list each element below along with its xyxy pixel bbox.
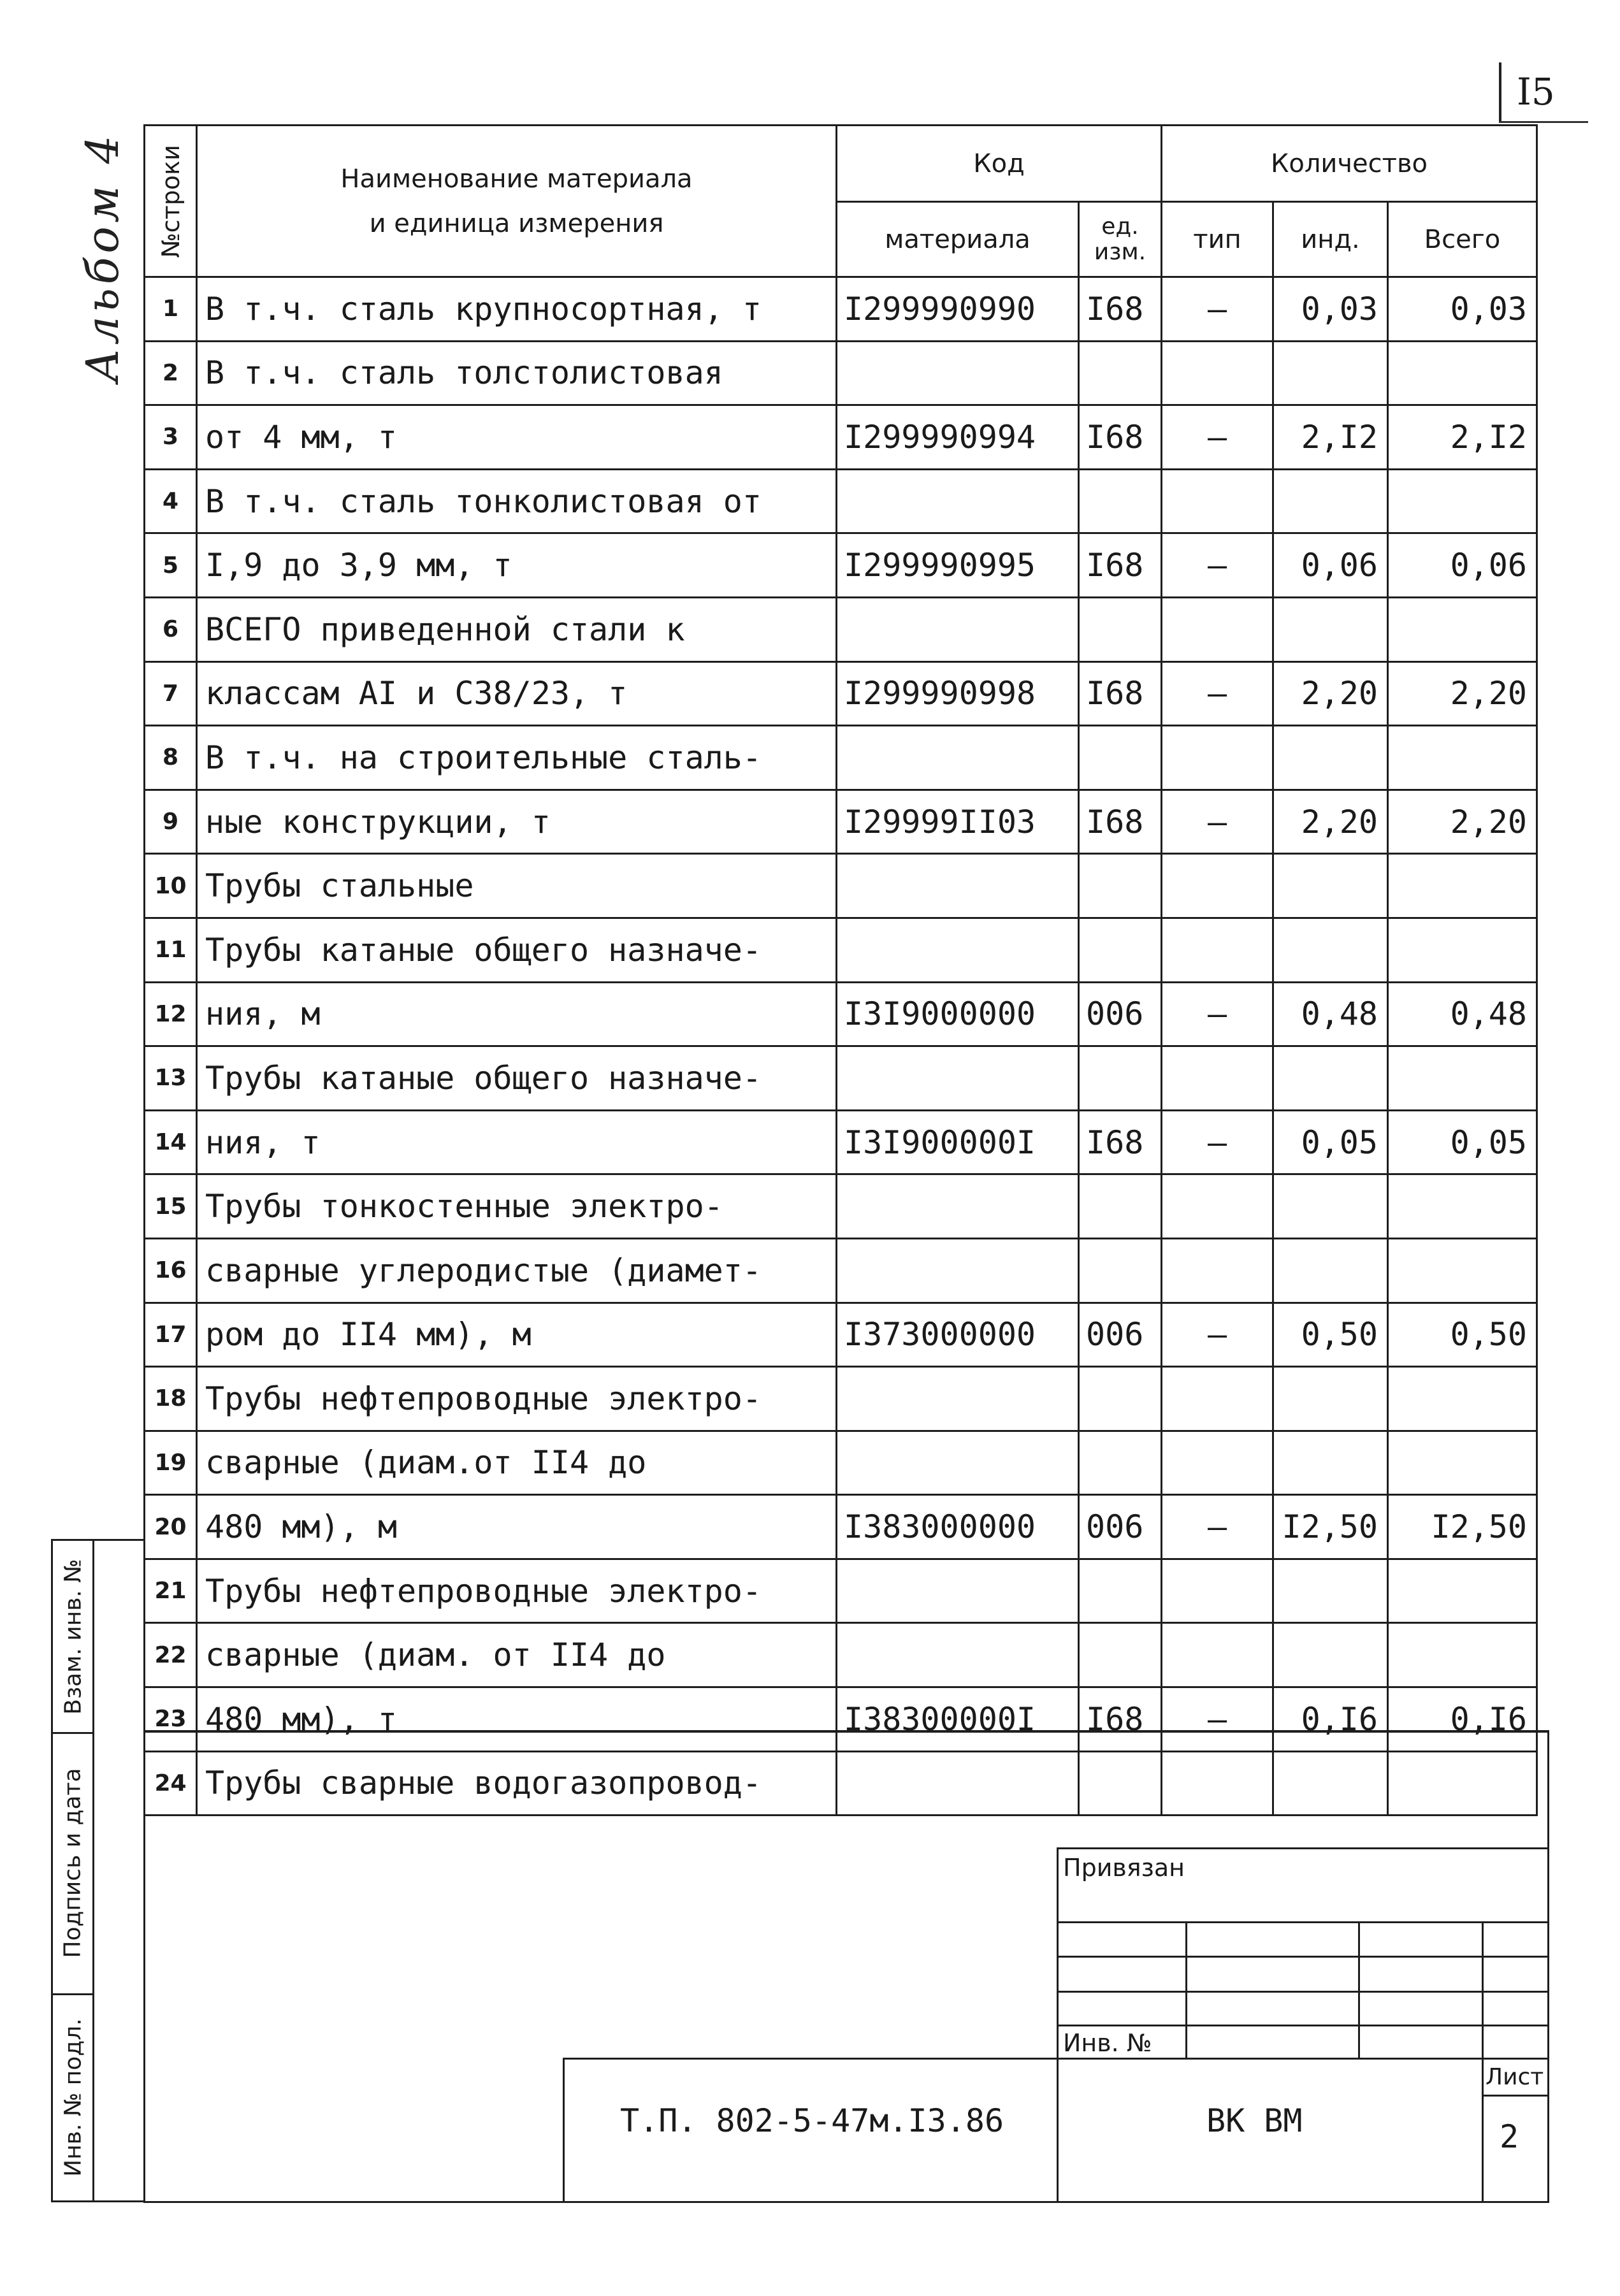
material-code-cell [837,726,1079,790]
material-name-cell: ВСЕГО приведенной стали к [197,597,837,661]
quantity-individual-cell: 2,20 [1273,661,1388,726]
table-row [145,982,1537,1046]
quantity-type-cell: – [1162,982,1273,1046]
quantity-total-cell [1388,1431,1537,1495]
quantity-total-cell: 0,48 [1388,982,1537,1046]
quantity-total-cell: 2,20 [1388,790,1537,854]
table-row [145,1238,1537,1303]
material-name-cell: ром до II4 мм), м [197,1303,837,1367]
quantity-individual-cell [1273,1623,1388,1687]
materials-table [143,124,1538,1816]
header-code-unit: ед. изм. [1079,202,1162,277]
table-row [145,1623,1537,1687]
material-code-cell: I299990998 [837,661,1079,726]
quantity-total-cell [1388,1174,1537,1239]
material-name-cell: сварные углеродистые (диамет- [197,1238,837,1303]
table-row [145,1303,1537,1367]
material-code-cell [837,341,1079,405]
unit-code-cell [1079,1623,1162,1687]
stamp-line [1057,1991,1547,1993]
stamp-line [563,2058,1547,2060]
row-number-cell: 21 [145,1559,197,1623]
material-name-cell: сварные (диам.от II4 до [197,1431,837,1495]
quantity-total-cell [1388,1559,1537,1623]
header-qty-type: тип [1162,202,1273,277]
row-number-cell: 2 [145,341,197,405]
page-number: I5 [1517,70,1555,113]
material-name-cell: Трубы сварные водогазопровод- [197,1751,837,1816]
quantity-total-cell [1388,726,1537,790]
quantity-total-cell: 0,I6 [1388,1687,1537,1752]
quantity-total-cell: 0,05 [1388,1110,1537,1174]
material-name-cell: В т.ч. сталь крупносортная, т [197,277,837,342]
unit-code-cell: I68 [1079,277,1162,342]
material-name-cell: Трубы нефтепроводные электро- [197,1559,837,1623]
material-name-cell: Трубы тонкостенные электро- [197,1174,837,1239]
quantity-type-cell: – [1162,533,1273,598]
header-quantity-group: Количество [1162,126,1537,202]
unit-code-cell: I68 [1079,790,1162,854]
quantity-total-cell [1388,918,1537,982]
quantity-individual-cell [1273,854,1388,918]
stamp-line [563,2058,565,2201]
row-number-cell: 19 [145,1431,197,1495]
quantity-type-cell: – [1162,1495,1273,1559]
unit-code-cell: 006 [1079,1495,1162,1559]
inv-no-label: Инв. № [1063,2029,1152,2057]
table-row [145,854,1537,918]
quantity-total-cell [1388,597,1537,661]
unit-code-cell [1079,341,1162,405]
material-code-cell: I3I9000000 [837,982,1079,1046]
quantity-individual-cell [1273,1431,1388,1495]
row-number-cell: 16 [145,1238,197,1303]
quantity-type-cell: – [1162,1110,1273,1174]
material-code-cell: I373000000 [837,1303,1079,1367]
quantity-individual-cell [1273,1174,1388,1239]
stamp-line [1057,1956,1547,1958]
material-code-cell: I299990994 [837,405,1079,470]
material-code-cell [837,1559,1079,1623]
inv-original-label: Инв. № подл. [60,2018,87,2177]
material-name-cell: Трубы катаные общего назначе- [197,1046,837,1111]
document-code: Т.П. 802-5-47м.I3.86 [620,2102,1004,2139]
material-name-cell: 480 мм), м [197,1495,837,1559]
table-row [145,1559,1537,1623]
material-code-cell: I299990990 [837,277,1079,342]
material-code-cell [837,469,1079,533]
material-code-cell: I38300000I [837,1687,1079,1752]
unit-code-cell [1079,1174,1162,1239]
quantity-type-cell [1162,597,1273,661]
row-number-cell: 11 [145,918,197,982]
stamp-line [1482,2058,1484,2201]
row-number-cell: 24 [145,1751,197,1816]
header-code-material: материала [837,202,1079,277]
material-code-cell [837,1367,1079,1431]
row-number-cell: 5 [145,533,197,598]
attached-label: Привязан [1063,1854,1185,1882]
material-code-cell [837,854,1079,918]
quantity-individual-cell [1273,341,1388,405]
row-number-cell: 15 [145,1174,197,1239]
header-row-number [145,126,197,277]
material-code-cell: I29999II03 [837,790,1079,854]
header-name [197,126,837,277]
header-qty-total: Всего [1388,202,1537,277]
unit-code-cell [1079,1238,1162,1303]
document-mark: ВК ВМ [1206,2102,1303,2139]
unit-code-cell [1079,726,1162,790]
table-row [145,1431,1537,1495]
quantity-total-cell [1388,469,1537,533]
table-row [145,790,1537,854]
row-number-cell: 23 [145,1687,197,1752]
table-row [145,1046,1537,1111]
quantity-type-cell [1162,1238,1273,1303]
page-number-divider [1499,62,1501,123]
unit-code-cell [1079,918,1162,982]
material-name-cell: В т.ч. сталь тонколистовая от [197,469,837,533]
material-name-cell: классам AI и С38/23, т [197,661,837,726]
material-name-cell: Трубы катаные общего назначе- [197,918,837,982]
material-name-cell: ния, т [197,1110,837,1174]
quantity-individual-cell [1273,1559,1388,1623]
row-number-cell: 4 [145,469,197,533]
stamp-line [1057,2025,1547,2026]
quantity-individual-cell [1273,726,1388,790]
quantity-total-cell: 2,I2 [1388,405,1537,470]
quantity-individual-cell: 2,I2 [1273,405,1388,470]
quantity-individual-cell: I2,50 [1273,1495,1388,1559]
quantity-total-cell [1388,854,1537,918]
row-number-cell: 22 [145,1623,197,1687]
quantity-type-cell: – [1162,1687,1273,1752]
quantity-individual-cell [1273,1046,1388,1111]
row-number-cell: 9 [145,790,197,854]
unit-code-cell: I68 [1079,1687,1162,1752]
quantity-total-cell [1388,1046,1537,1111]
row-number-cell: 20 [145,1495,197,1559]
row-number-cell: 14 [145,1110,197,1174]
header-name-line1: Наименование материала [340,164,693,194]
unit-code-cell: I68 [1079,661,1162,726]
table-row [145,1110,1537,1174]
quantity-individual-cell [1273,469,1388,533]
quantity-individual-cell: 0,03 [1273,277,1388,342]
quantity-type-cell [1162,1431,1273,1495]
quantity-individual-cell: 0,06 [1273,533,1388,598]
material-code-cell [837,918,1079,982]
stamp-line [1358,1921,1360,2058]
material-code-cell [837,1046,1079,1111]
quantity-type-cell [1162,1174,1273,1239]
row-number-cell: 1 [145,277,197,342]
quantity-type-cell [1162,469,1273,533]
material-name-cell: Трубы стальные [197,854,837,918]
quantity-total-cell: 0,06 [1388,533,1537,598]
quantity-type-cell [1162,1367,1273,1431]
quantity-total-cell [1388,1367,1537,1431]
unit-code-cell: I68 [1079,1110,1162,1174]
stamp-line [1185,1921,1187,2058]
material-name-cell: В т.ч. сталь толстолистовая [197,341,837,405]
quantity-type-cell: – [1162,790,1273,854]
quantity-total-cell: 0,03 [1388,277,1537,342]
quantity-total-cell [1388,1623,1537,1687]
header-qty-ind: инд. [1273,202,1388,277]
page-number-underline [1499,121,1588,123]
table-row [145,533,1537,598]
quantity-individual-cell: 0,50 [1273,1303,1388,1367]
quantity-type-cell: – [1162,277,1273,342]
material-name-cell: ния, м [197,982,837,1046]
unit-code-cell: I68 [1079,405,1162,470]
row-number-cell: 8 [145,726,197,790]
material-name-cell: I,9 до 3,9 мм, т [197,533,837,598]
table-body [145,277,1537,1816]
unit-code-cell [1079,1367,1162,1431]
approval-sidebar [51,1539,145,2202]
table-row [145,918,1537,982]
header-row-number-label: №строки [156,144,185,258]
table-row [145,469,1537,533]
album-handwritten-note: Альбом 4 [76,131,129,382]
quantity-individual-cell: 0,05 [1273,1110,1388,1174]
header-name-line2: и единица измерения [369,208,664,238]
unit-code-cell [1079,597,1162,661]
header-code-group: Код [837,126,1162,202]
material-name-cell: сварные (диам. от II4 до [197,1623,837,1687]
stamp-line [1057,1921,1547,1923]
table-row [145,277,1537,342]
table-row [145,1174,1537,1239]
row-number-cell: 3 [145,405,197,470]
quantity-individual-cell: 0,I6 [1273,1687,1388,1752]
table-row [145,405,1537,470]
quantity-total-cell [1388,341,1537,405]
table-row [145,597,1537,661]
row-number-cell: 18 [145,1367,197,1431]
unit-code-cell [1079,1046,1162,1111]
stamp-line [1482,1921,1484,2058]
quantity-total-cell: 0,50 [1388,1303,1537,1367]
quantity-type-cell [1162,854,1273,918]
quantity-type-cell [1162,726,1273,790]
quantity-type-cell [1162,918,1273,982]
quantity-individual-cell: 0,48 [1273,982,1388,1046]
unit-code-cell: 006 [1079,1303,1162,1367]
table-row [145,1367,1537,1431]
material-code-cell: I3I900000I [837,1110,1079,1174]
quantity-individual-cell [1273,1238,1388,1303]
stamp-line [1057,1847,1547,1849]
quantity-type-cell: – [1162,405,1273,470]
quantity-individual-cell: 2,20 [1273,790,1388,854]
quantity-type-cell: – [1162,1303,1273,1367]
unit-code-cell [1079,469,1162,533]
table-row [145,661,1537,726]
quantity-type-cell [1162,1559,1273,1623]
material-code-cell [837,597,1079,661]
unit-code-cell: 006 [1079,982,1162,1046]
unit-code-cell [1079,1559,1162,1623]
row-number-cell: 6 [145,597,197,661]
material-code-cell: I299990995 [837,533,1079,598]
sheet-number: 2 [1500,2118,1519,2155]
title-block-frame [143,1730,1549,2203]
quantity-individual-cell [1273,1367,1388,1431]
row-number-cell: 12 [145,982,197,1046]
material-code-cell: I383000000 [837,1495,1079,1559]
quantity-individual-cell [1273,597,1388,661]
material-name-cell: В т.ч. на строительные сталь- [197,726,837,790]
quantity-individual-cell [1273,918,1388,982]
signature-date-label: Подпись и дата [59,1768,86,1958]
unit-code-cell: I68 [1079,533,1162,598]
material-name-cell: от 4 мм, т [197,405,837,470]
row-number-cell: 17 [145,1303,197,1367]
quantity-type-cell [1162,1623,1273,1687]
unit-code-cell [1079,854,1162,918]
table-row [145,726,1537,790]
material-code-cell [837,1431,1079,1495]
table-row [145,1495,1537,1559]
row-number-cell: 7 [145,661,197,726]
zam-inv-label: Взам. инв. № [60,1559,87,1715]
stamp-line [1482,2095,1547,2097]
table-row [145,341,1537,405]
material-name-cell: Трубы нефтепроводные электро- [197,1367,837,1431]
quantity-type-cell [1162,341,1273,405]
material-code-cell [837,1238,1079,1303]
row-number-cell: 10 [145,854,197,918]
material-name-cell: ные конструкции, т [197,790,837,854]
unit-code-cell [1079,1431,1162,1495]
quantity-type-cell: – [1162,661,1273,726]
material-code-cell [837,1623,1079,1687]
material-name-cell: 480 мм), т [197,1687,837,1752]
quantity-total-cell [1388,1238,1537,1303]
quantity-type-cell [1162,1046,1273,1111]
sheet-label: Лист [1486,2064,1544,2090]
quantity-total-cell: I2,50 [1388,1495,1537,1559]
material-code-cell [837,1174,1079,1239]
quantity-total-cell: 2,20 [1388,661,1537,726]
row-number-cell: 13 [145,1046,197,1111]
